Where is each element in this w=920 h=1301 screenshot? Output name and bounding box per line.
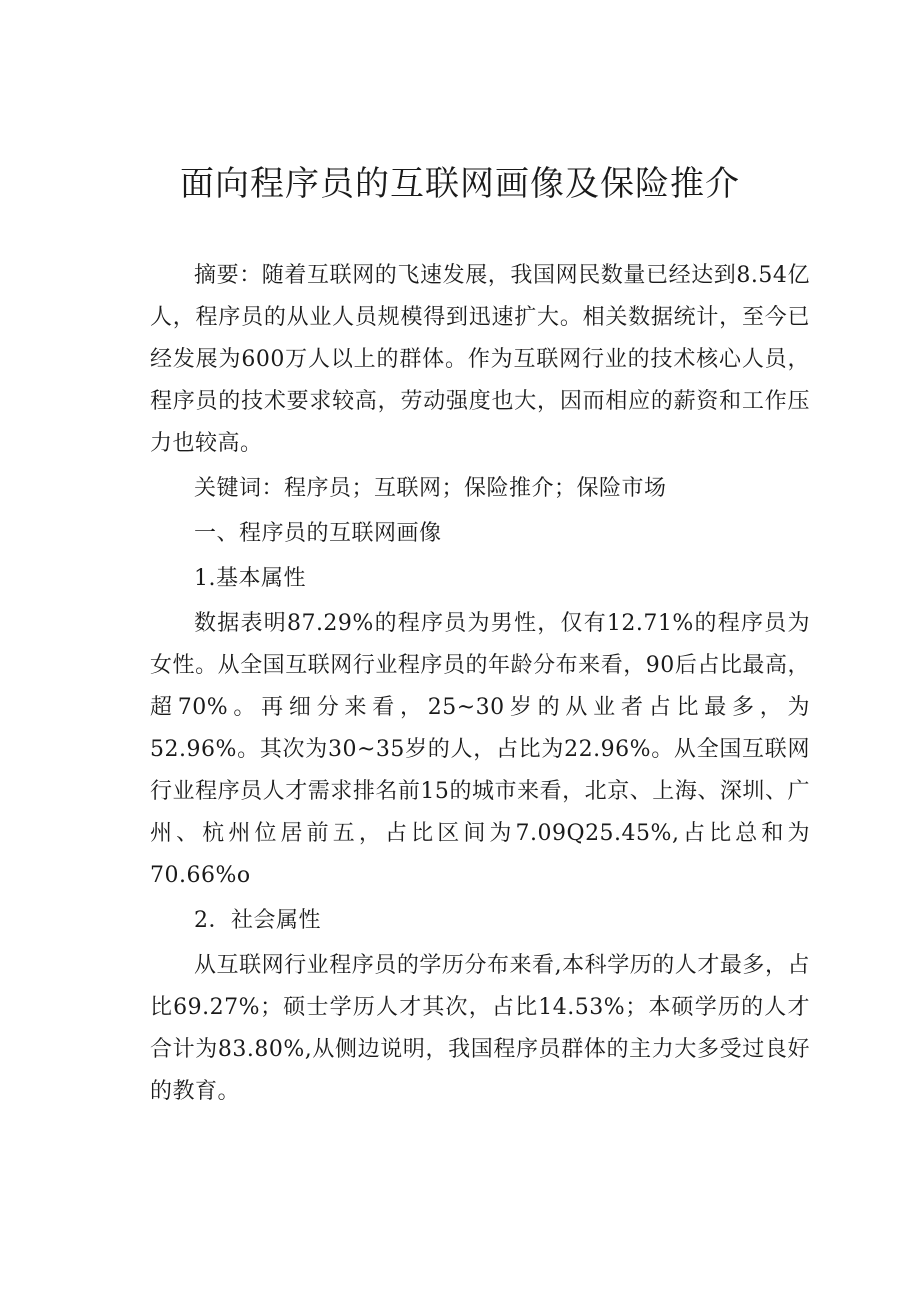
document-body [150,255,810,1113]
subsection-1-heading: 1.基本属性 [194,566,306,591]
basic-attributes-paragraph: 数据表明87.29%的程序员为男性，仅有12.71%的程序员为女性。从全国互联网行业程序员的年龄分布来看，90后占比最高，超70%。再细分来看，25~30岁的从业者占比最多，为52.96%。其次为30~35岁的人，占比为22.96%。从全国互联网行业程序员人才需求排名前15的城市来看，北京、上海、深圳、广州、杭州位居前五，占比区间为7.09Q25.45%,占比总和为70.66%o [150,611,810,888]
section-1-heading: 一、程序员的互联网画像 [194,521,442,546]
subsection-2-heading: 2．社会属性 [194,908,321,933]
keywords-line: 关键词：程序员；互联网；保险推介；保险市场 [194,476,667,501]
document-title: 面向程序员的互联网画像及保险推介 [180,164,740,204]
abstract-paragraph: 摘要：随着互联网的飞速发展，我国网民数量已经达到8.54亿人，程序员的从业人员规模得到迅速扩大。相关数据统计，至今已经发展为600万人以上的群体。作为互联网行业的技术核心人员，程序员的技术要求较高，劳动强度也大，因而相应的薪资和工作压力也较高。 [150,263,810,456]
social-attributes-paragraph: 从互联网行业程序员的学历分布来看,本科学历的人才最多，占比69.27%；硕士学历人才其次，占比14.53%；本硕学历的人才合计为83.80%,从侧边说明，我国程序员群体的主力大多受过良好的教育。 [150,953,810,1104]
